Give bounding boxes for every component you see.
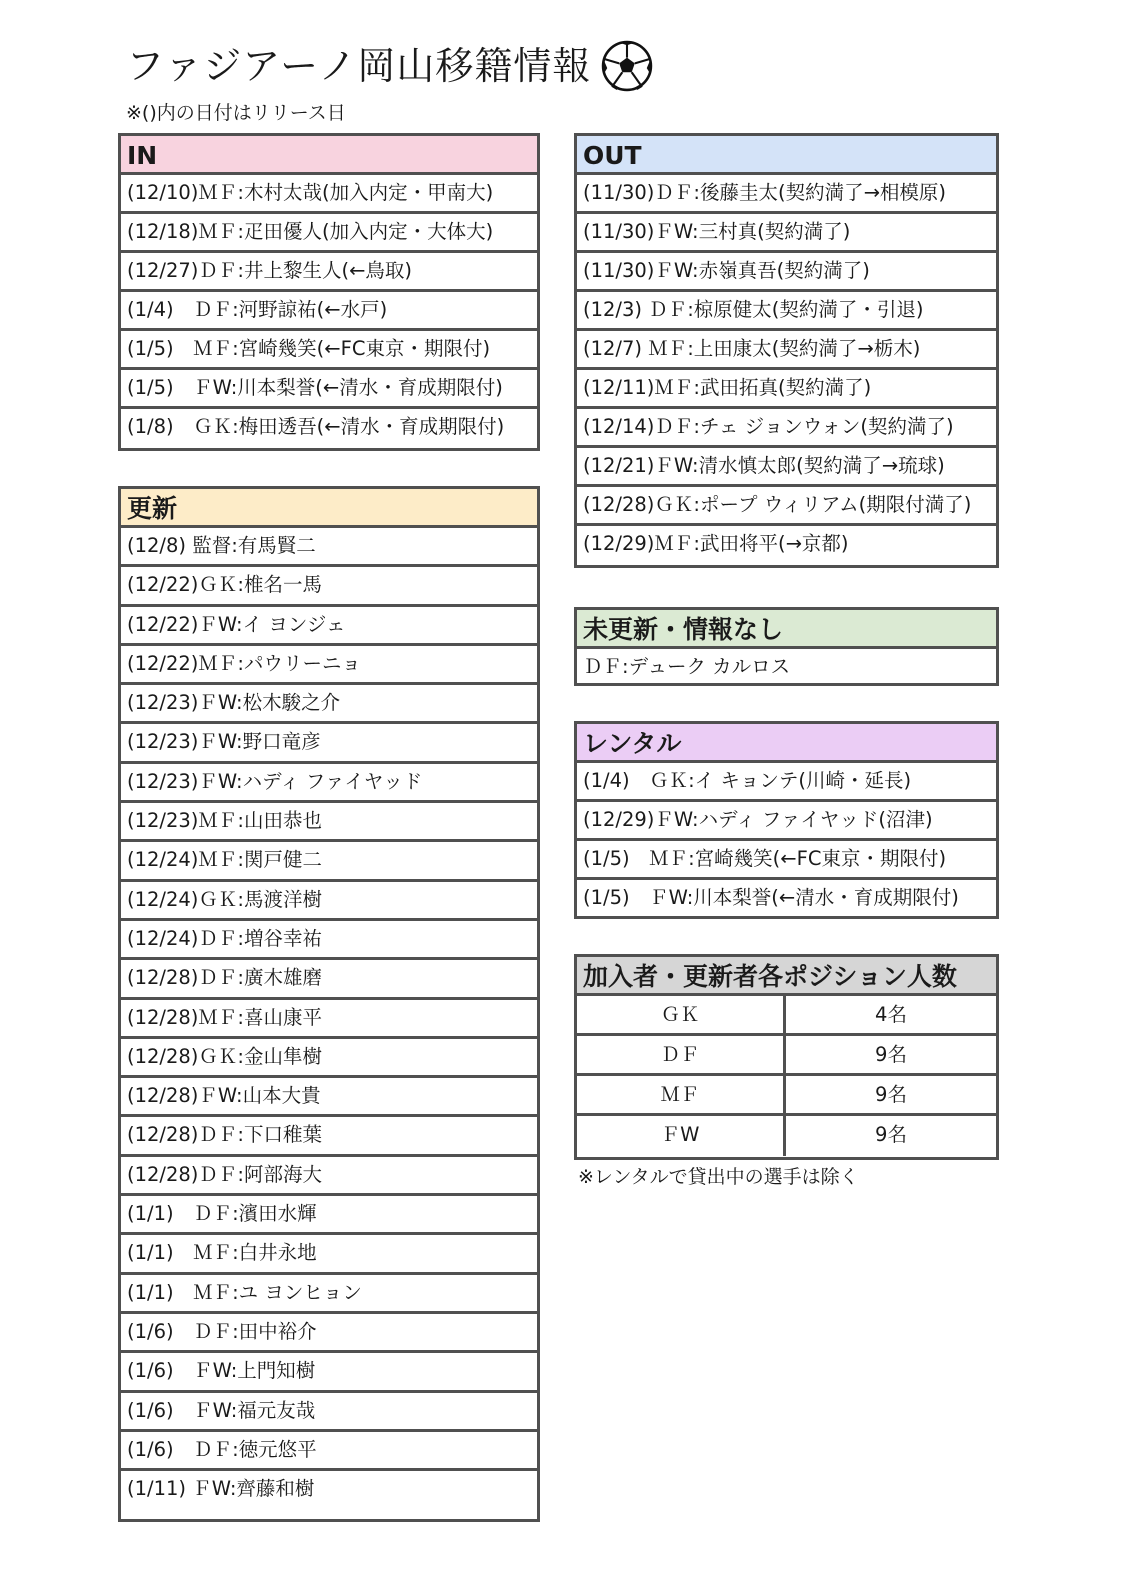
page-title xyxy=(126,36,653,96)
in-row: (1/5) ＦW:川本梨誉(←清水・育成期限付) xyxy=(121,370,537,409)
position-cell: ＧＫ xyxy=(577,996,786,1033)
update-table-header: 更新 xyxy=(121,489,537,528)
out-row: (12/29)ＭＦ:武田将平(→京都) xyxy=(583,532,849,555)
out-row: (12/21)ＦW:清水慎太郎(契約満了→琉球) xyxy=(577,448,996,487)
update-row: (1/6) ＦW:福元友哉 xyxy=(121,1393,537,1432)
update-row: (12/23)ＦW:松木駿之介 xyxy=(121,685,537,724)
position-count-row xyxy=(577,996,996,1036)
page-title-text: ファジアーノ岡山移籍情報 xyxy=(126,44,592,88)
out-row: (11/30)ＤＦ:後藤圭太(契約満了→相模原) xyxy=(577,175,996,214)
out-row: (12/11)ＭＦ:武田拓真(契約満了) xyxy=(577,370,996,409)
update-row: (12/22)ＦW:イ ヨンジェ xyxy=(121,607,537,646)
rental-row: (1/4) ＧＫ:イ キョンテ(川崎・延長) xyxy=(577,763,996,802)
out-row: (12/14)ＤＦ:チェ ジョンウォン(契約満了) xyxy=(577,409,996,448)
out-row: (12/7) ＭＦ:上田康太(契約満了→栃木) xyxy=(577,331,996,370)
release-date-note: ※()内の日付はリリース日 xyxy=(126,102,346,124)
update-row: (12/28)ＧＫ:金山隼樹 xyxy=(121,1039,537,1078)
out-table xyxy=(574,133,999,568)
not-updated-table-header: 未更新・情報なし xyxy=(577,610,996,649)
count-cell: 9名 xyxy=(875,1043,907,1066)
update-row: (12/23)ＦW:野口竜彦 xyxy=(121,724,537,763)
rental-table xyxy=(574,721,999,919)
update-row: (12/28)ＦW:山本大貴 xyxy=(121,1078,537,1117)
out-row: (12/28)ＧＫ:ポープ ウィリアム(期限付満了) xyxy=(577,487,996,526)
update-row: (12/8) 監督:有馬賢二 xyxy=(121,528,537,567)
update-row: (1/1) ＭＦ:白井永地 xyxy=(121,1235,537,1274)
update-row: (12/24)ＭＦ:関戸健二 xyxy=(121,842,537,881)
out-row: (12/3) ＤＦ:椋原健太(契約満了・引退) xyxy=(577,292,996,331)
rental-row: (1/5) ＦW:川本梨誉(←清水・育成期限付) xyxy=(583,886,959,909)
count-cell: 4名 xyxy=(875,1003,907,1026)
position-count-row xyxy=(577,1076,996,1116)
in-row: (12/27)ＤＦ:井上黎生人(←鳥取) xyxy=(121,253,537,292)
in-row: (12/10)ＭＦ:木村太哉(加入内定・甲南大) xyxy=(121,175,537,214)
out-table-header: OUT xyxy=(577,136,996,175)
count-cell: 9名 xyxy=(875,1123,907,1146)
update-row: (12/28)ＤＦ:廣木雄磨 xyxy=(121,960,537,999)
in-row: (1/5) ＭＦ:宮崎幾笑(←FC東京・期限付) xyxy=(121,331,537,370)
out-row: (11/30)ＦW:赤嶺真吾(契約満了) xyxy=(577,253,996,292)
update-row: (1/1) ＭＦ:ユ ヨンヒョン xyxy=(121,1275,537,1314)
in-table xyxy=(118,133,540,451)
position-cell: ＭＦ xyxy=(577,1076,786,1113)
in-row: (1/4) ＤＦ:河野諒祐(←水戸) xyxy=(121,292,537,331)
update-row: (12/24)ＧＫ:馬渡洋樹 xyxy=(121,882,537,921)
rental-row: (12/29)ＦW:ハディ ファイヤッド(沼津) xyxy=(577,802,996,841)
update-row: (12/28)ＤＦ:下口稚葉 xyxy=(121,1117,537,1156)
update-row: (1/1) ＤＦ:濱田水輝 xyxy=(121,1196,537,1235)
position-cell: ＦW xyxy=(577,1116,786,1156)
update-row: (1/6) ＦW:上門知樹 xyxy=(121,1353,537,1392)
position-cell: ＤＦ xyxy=(577,1036,786,1073)
position-count-row xyxy=(577,1036,996,1076)
count-cell: 9名 xyxy=(875,1083,907,1106)
in-table-header: IN xyxy=(121,136,537,175)
position-count-row xyxy=(577,1116,996,1156)
update-row: (12/23)ＦW:ハディ ファイヤッド xyxy=(121,764,537,803)
soccer-ball-icon xyxy=(601,40,653,92)
rental-row: (1/5) ＭＦ:宮崎幾笑(←FC東京・期限付) xyxy=(577,841,996,880)
update-row: (1/6) ＤＦ:徳元悠平 xyxy=(121,1432,537,1471)
update-row: (12/22)ＧＫ:椎名一馬 xyxy=(121,567,537,606)
not-updated-table xyxy=(574,607,999,686)
in-row: (12/18)ＭＦ:疋田優人(加入内定・大体大) xyxy=(121,214,537,253)
update-table xyxy=(118,486,540,1522)
rental-exclusion-note: ※レンタルで貸出中の選手は除く xyxy=(578,1166,859,1188)
update-row: (1/11) ＦW:齊藤和樹 xyxy=(127,1477,315,1501)
in-row: (1/8) ＧＫ:梅田透吾(←清水・育成期限付) xyxy=(127,415,505,438)
update-row: (12/24)ＤＦ:増谷幸祐 xyxy=(121,921,537,960)
out-row: (11/30)ＦW:三村真(契約満了) xyxy=(577,214,996,253)
position-count-table xyxy=(574,954,999,1160)
update-row: (12/28)ＭＦ:喜山康平 xyxy=(121,1000,537,1039)
not-updated-row: ＤＦ:デューク カルロス xyxy=(583,655,791,678)
update-row: (1/6) ＤＦ:田中裕介 xyxy=(121,1314,537,1353)
position-count-header: 加入者・更新者各ポジション人数 xyxy=(577,957,996,996)
update-row: (12/23)ＭＦ:山田恭也 xyxy=(121,803,537,842)
update-row: (12/22)ＭＦ:パウリーニョ xyxy=(121,646,537,685)
update-row: (12/28)ＤＦ:阿部海大 xyxy=(121,1157,537,1196)
rental-table-header: レンタル xyxy=(577,724,996,763)
